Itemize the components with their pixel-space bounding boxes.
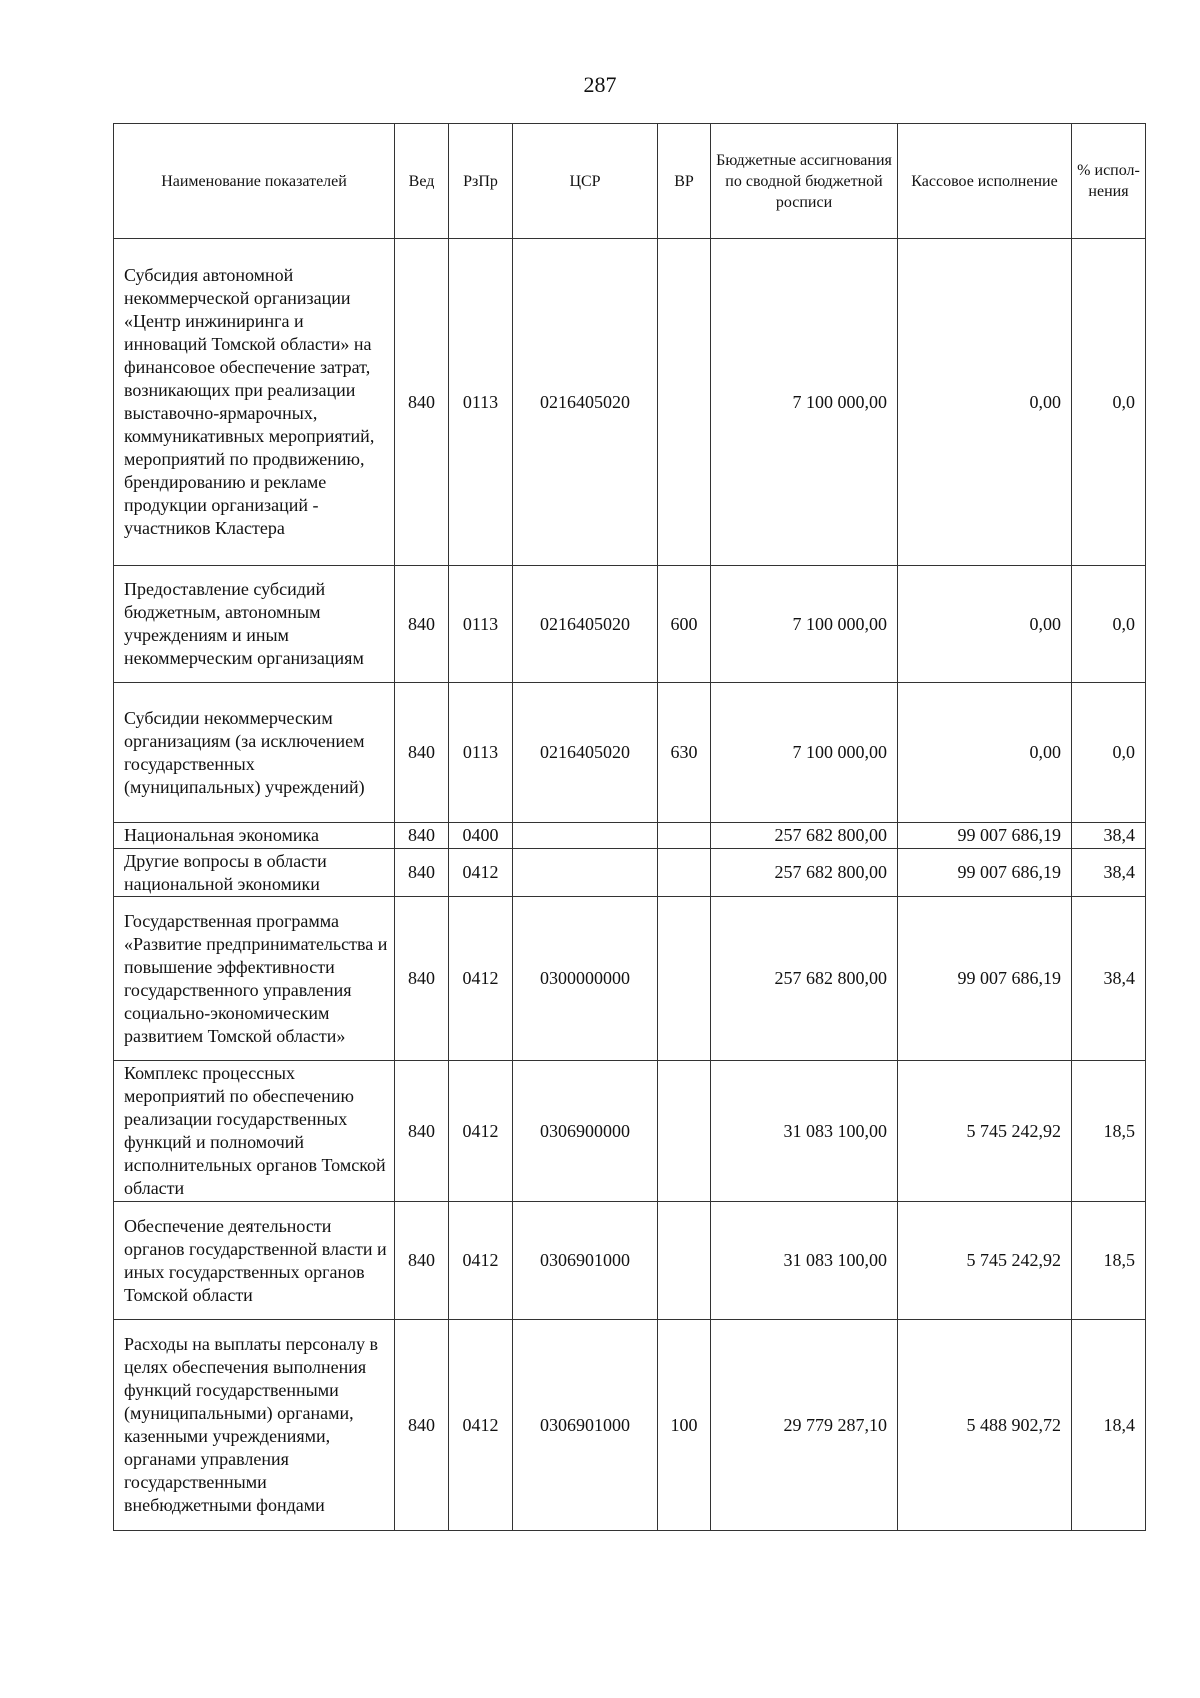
row-csr: 0306900000 [513, 1061, 658, 1202]
row-percent: 18,4 [1072, 1320, 1146, 1531]
table-header-row [114, 124, 1146, 239]
table-row [114, 849, 1146, 897]
row-cash: 0,00 [898, 566, 1072, 683]
row-csr [513, 823, 658, 849]
row-ved: 840 [395, 897, 449, 1061]
row-budget: 257 682 800,00 [711, 823, 898, 849]
page-number: 287 [583, 72, 617, 97]
table-row [114, 239, 1146, 566]
row-name: Расходы на выплаты персоналу в целях обеспечения выполнения функций государственными (муниципальными) органами, казенными учреждениями, органами управления государственными внебюджетными фондами [114, 1320, 395, 1531]
row-percent: 38,4 [1072, 849, 1146, 897]
table-row [114, 823, 1146, 849]
row-ved: 840 [395, 1320, 449, 1531]
row-cash: 0,00 [898, 239, 1072, 566]
row-csr: 0216405020 [513, 566, 658, 683]
header-csr: ЦСР [513, 124, 658, 239]
row-csr: 0300000000 [513, 897, 658, 1061]
row-budget: 31 083 100,00 [711, 1061, 898, 1202]
table-row [114, 1061, 1146, 1202]
header-rzpr: РзПр [449, 124, 513, 239]
header-name: Наименование показателей [114, 124, 395, 239]
row-name: Государственная программа «Развитие предпринимательства и повышение эффективности государственного управления социально-экономическим развитием Томской области» [114, 897, 395, 1061]
row-rzpr: 0412 [449, 1202, 513, 1320]
row-name: Субсидии некоммерческим организациям (за исключением государственных (муниципальных) учреждений) [114, 683, 395, 823]
row-rzpr: 0412 [449, 1061, 513, 1202]
row-budget: 7 100 000,00 [711, 683, 898, 823]
row-vr [658, 239, 711, 566]
row-rzpr: 0412 [449, 849, 513, 897]
row-percent: 18,5 [1072, 1061, 1146, 1202]
row-name: Обеспечение деятельности органов государственной власти и иных государственных органов Томской области [114, 1202, 395, 1320]
row-cash: 5 488 902,72 [898, 1320, 1072, 1531]
row-csr: 0306901000 [513, 1202, 658, 1320]
row-cash: 0,00 [898, 683, 1072, 823]
row-cash: 5 745 242,92 [898, 1061, 1072, 1202]
row-cash: 99 007 686,19 [898, 897, 1072, 1061]
row-vr: 100 [658, 1320, 711, 1531]
row-rzpr: 0412 [449, 897, 513, 1061]
row-name: Субсидия автономной некоммерческой организации «Центр инжиниринга и инноваций Томской области» на финансовое обеспечение затрат, возникающих при реализации выставочно-ярмарочных, коммуникативных мероприятий, мероприятий по продвижению, брендированию и рекламе продукции организаций - участников Кластера [114, 239, 395, 566]
row-vr: 600 [658, 566, 711, 683]
row-vr [658, 897, 711, 1061]
row-rzpr: 0113 [449, 239, 513, 566]
row-percent: 38,4 [1072, 897, 1146, 1061]
header-budget: Бюджетные ассигнования по сводной бюджетной росписи [711, 124, 898, 239]
row-name: Комплекс процессных мероприятий по обеспечению реализации государственных функций и полномочий исполнительных органов Томской области [114, 1061, 395, 1202]
table-row [114, 1202, 1146, 1320]
row-ved: 840 [395, 823, 449, 849]
row-percent: 0,0 [1072, 566, 1146, 683]
row-budget: 7 100 000,00 [711, 239, 898, 566]
table-row [114, 683, 1146, 823]
row-cash: 5 745 242,92 [898, 1202, 1072, 1320]
row-budget: 31 083 100,00 [711, 1202, 898, 1320]
row-ved: 840 [395, 683, 449, 823]
row-ved: 840 [395, 566, 449, 683]
header-percent: % испол-нения [1072, 124, 1146, 239]
row-name: Другие вопросы в области национальной экономики [114, 849, 395, 897]
row-cash: 99 007 686,19 [898, 849, 1072, 897]
row-vr: 630 [658, 683, 711, 823]
row-csr: 0216405020 [513, 683, 658, 823]
row-ved: 840 [395, 1202, 449, 1320]
row-budget: 29 779 287,10 [711, 1320, 898, 1531]
row-rzpr: 0400 [449, 823, 513, 849]
row-percent: 18,5 [1072, 1202, 1146, 1320]
row-cash: 99 007 686,19 [898, 823, 1072, 849]
row-vr [658, 849, 711, 897]
header-ved: Вед [395, 124, 449, 239]
table-row [114, 566, 1146, 683]
row-ved: 840 [395, 239, 449, 566]
row-rzpr: 0412 [449, 1320, 513, 1531]
row-ved: 840 [395, 1061, 449, 1202]
row-percent: 0,0 [1072, 239, 1146, 566]
row-csr [513, 849, 658, 897]
row-rzpr: 0113 [449, 683, 513, 823]
row-name: Национальная экономика [114, 823, 395, 849]
row-budget: 257 682 800,00 [711, 897, 898, 1061]
table-row [114, 1320, 1146, 1531]
row-csr: 0306901000 [513, 1320, 658, 1531]
row-vr [658, 1061, 711, 1202]
row-percent: 38,4 [1072, 823, 1146, 849]
row-csr: 0216405020 [513, 239, 658, 566]
header-cash: Кассовое исполнение [898, 124, 1072, 239]
header-vr: ВР [658, 124, 711, 239]
row-rzpr: 0113 [449, 566, 513, 683]
row-name: Предоставление субсидий бюджетным, автономным учреждениям и иным некоммерческим организациям [114, 566, 395, 683]
row-vr [658, 1202, 711, 1320]
row-vr [658, 823, 711, 849]
row-percent: 0,0 [1072, 683, 1146, 823]
row-ved: 840 [395, 849, 449, 897]
row-budget: 257 682 800,00 [711, 849, 898, 897]
budget-table [113, 123, 1146, 1531]
row-budget: 7 100 000,00 [711, 566, 898, 683]
table-row [114, 897, 1146, 1061]
